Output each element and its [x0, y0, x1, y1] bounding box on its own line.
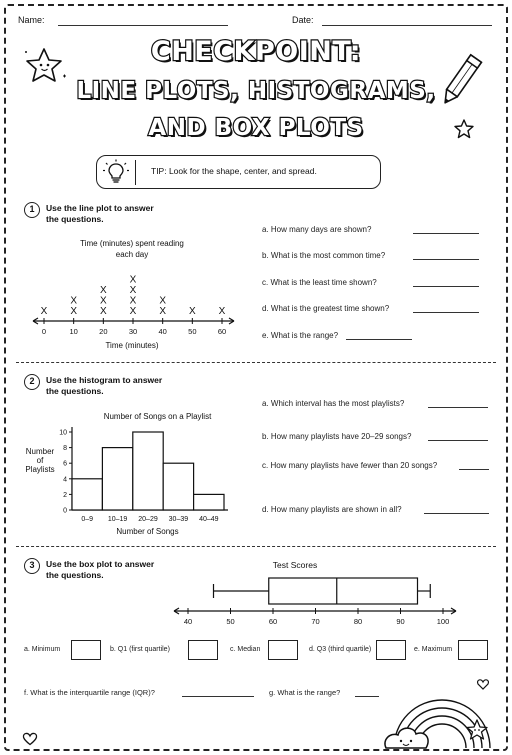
section-3-number: 3	[24, 558, 40, 574]
section-2-heading-line-1: Use the histogram to answer	[46, 375, 163, 385]
box-plot-tick-label: 90	[396, 617, 405, 626]
line-plot-tick-label: 0	[41, 327, 47, 336]
section-3-heading-line-1: Use the box plot to answer	[46, 559, 155, 569]
tip-text: TIP: Look for the shape, center, and spread.	[151, 166, 317, 176]
box-plot-tick-label: 60	[268, 617, 278, 626]
line-plot-tick-label: 20	[99, 327, 108, 336]
box-plot-tick-label: 100	[436, 617, 450, 626]
line-plot-x-mark: X	[99, 306, 107, 317]
histogram-y-label-line-2: of	[36, 456, 44, 465]
box-plot-tick-label: 40	[183, 617, 193, 626]
line-plot-x-label: Time (minutes)	[105, 341, 159, 350]
section-1-heading-line-2: the questions.	[46, 214, 104, 224]
q1-answer-box[interactable]	[188, 640, 218, 660]
box-plot-tick-label: 80	[353, 617, 363, 626]
histogram-y-tick-label: 4	[63, 476, 67, 484]
line-plot-x-mark: X	[129, 295, 137, 307]
line-plot-tick-label: 30	[128, 327, 138, 336]
box-plot-title: Test Scores	[272, 560, 318, 570]
median-answer-box[interactable]	[268, 640, 298, 660]
section-2-number: 2	[24, 374, 40, 390]
line-plot-x-mark: X	[159, 295, 167, 307]
s3-answer-line-f[interactable]	[182, 696, 254, 697]
line-plot-tick-label: 50	[188, 327, 197, 336]
fill-label-median: c. Median	[230, 646, 261, 653]
line-plot-x-mark: X	[129, 285, 137, 296]
line-plot-title-line-2: each day	[115, 250, 149, 259]
line-plot-tick-label: 60	[217, 327, 227, 336]
s3-question-g: g. What is the range?	[269, 688, 341, 697]
s1-question-b: b. What is the most common time?	[262, 251, 386, 260]
histogram-y-tick-label: 10	[59, 429, 67, 437]
line-plot-title-line-1: Time (minutes) spent reading	[80, 239, 184, 248]
s2-question-a: a. Which interval has the most playlists?	[262, 399, 405, 408]
title-line-3: AND BOX PLOTS	[148, 115, 364, 141]
line-plot-tick-label: 40	[158, 327, 167, 336]
histogram-x-tick-label: 0–9	[81, 516, 94, 523]
s2-question-b: b. How many playlists have 20–29 songs?	[262, 432, 412, 441]
s1-question-d: d. What is the greatest time shown?	[262, 304, 390, 313]
name-label: Name:	[18, 15, 45, 25]
line-plot-x-mark: X	[159, 306, 167, 317]
line-plot-x-mark: X	[99, 285, 107, 296]
histogram-y-tick-label: 6	[63, 460, 67, 468]
box-plot-tick-label: 70	[311, 617, 320, 626]
histogram-x-tick-label: 10–19	[107, 516, 128, 523]
line-plot-x-mark: X	[70, 306, 78, 317]
s2-question-c: c. How many playlists have fewer than 20 songs?	[262, 461, 438, 470]
title-line-2: LINE PLOTS, HISTOGRAMS,	[76, 78, 436, 104]
fill-label-q3: d. Q3 (third quartile)	[309, 646, 372, 653]
histogram-y-label-line-1: Number	[25, 447, 55, 456]
box-plot-tick-label: 50	[226, 617, 235, 626]
maximum-answer-box[interactable]	[458, 640, 488, 660]
s1-question-a: a. How many days are shown?	[262, 225, 372, 234]
fill-label-q1: b. Q1 (first quartile)	[110, 646, 170, 653]
s2-question-d: d. How many playlists are shown in all?	[262, 505, 402, 514]
line-plot-x-mark: X	[99, 295, 107, 307]
histogram-x-tick-label: 30–39	[168, 516, 189, 523]
histogram-title: Number of Songs on a Playlist	[103, 412, 212, 421]
histogram-y-label-line-3: Playlists	[25, 465, 55, 474]
date-label: Date:	[292, 15, 314, 25]
line-plot-x-mark: X	[129, 306, 137, 317]
line-plot-x-mark: X	[129, 274, 137, 286]
histogram-x-tick-label: 40–49	[199, 516, 219, 523]
fill-label-maximum: e. Maximum	[414, 646, 453, 653]
line-plot-x-mark: X	[218, 306, 226, 317]
histogram-x-tick-label: 20–29	[138, 516, 158, 523]
line-plot-x-mark: X	[70, 295, 78, 307]
line-plot-x-mark: X	[40, 306, 48, 317]
s3-question-f: f. What is the interquartile range (IQR)?	[24, 688, 155, 697]
histogram-y-tick-label: 8	[63, 445, 67, 453]
title-line-1: CHECKPOINT:	[150, 36, 362, 67]
section-1-number: 1	[24, 202, 40, 218]
histogram-y-tick-label: 0	[63, 507, 67, 515]
histogram-x-label: Number of Songs	[116, 527, 179, 536]
line-plot-x-mark: X	[188, 306, 196, 317]
section-2-heading-line-2: the questions.	[46, 386, 104, 396]
s1-question-c: c. What is the least time shown?	[262, 278, 377, 287]
s1-question-e: e. What is the range?	[262, 331, 339, 340]
minimum-answer-box[interactable]	[71, 640, 101, 660]
fill-label-minimum: a. Minimum	[24, 646, 61, 653]
section-1-heading-line-1: Use the line plot to answer	[46, 203, 154, 213]
line-plot-tick-label: 10	[69, 327, 78, 336]
rainbow-cloud-icon	[380, 672, 504, 750]
box-iqr-rect	[269, 578, 418, 604]
heart-icon	[22, 732, 38, 746]
s3-answer-line-g[interactable]	[355, 696, 379, 697]
section-3-heading-line-2: the questions.	[46, 570, 104, 580]
histogram-y-tick-label: 2	[63, 491, 67, 499]
q3-answer-box[interactable]	[376, 640, 406, 660]
